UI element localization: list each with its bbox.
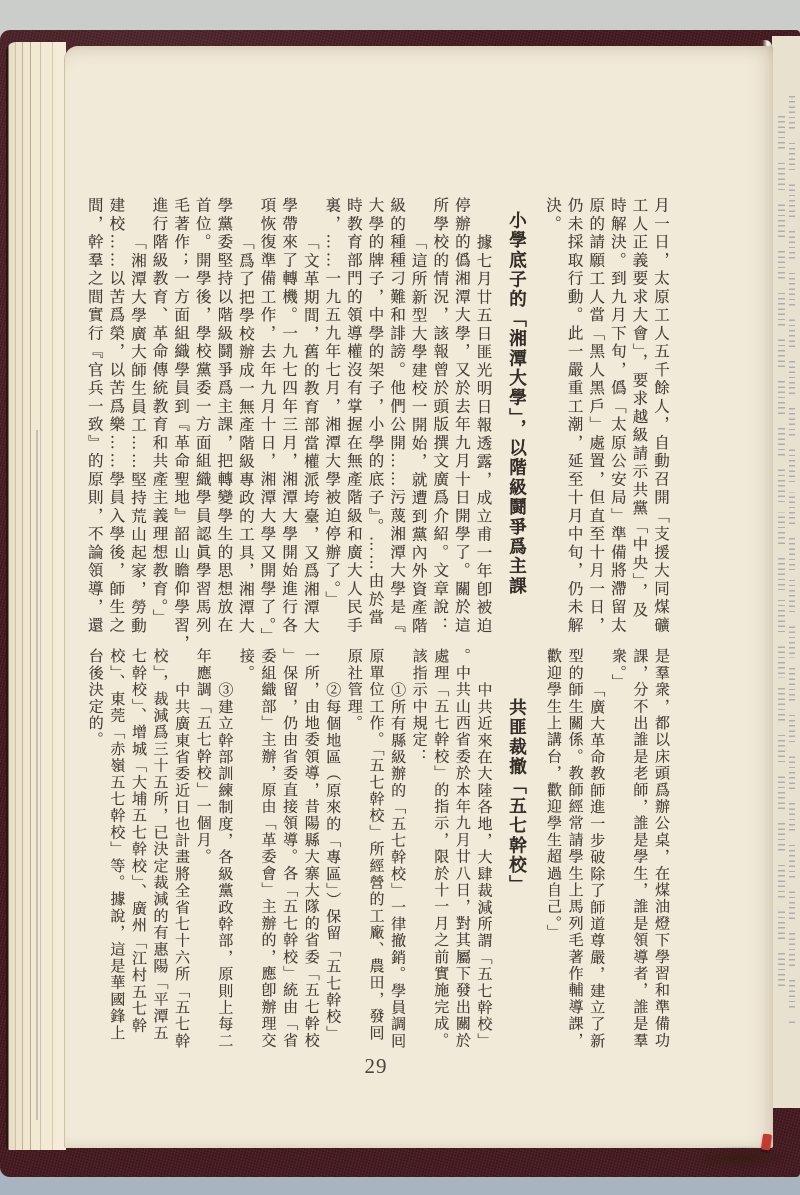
text-column: 是羣衆，都以床頭爲辦公桌，在煤油燈下學習和準備功 xyxy=(653,648,669,1049)
text-column: 「湘潭大學廣大師生員工……堅持荒山起家，勞動 xyxy=(128,234,146,636)
page-stack-blue-edge xyxy=(36,430,38,1120)
text-column: 學帶來了轉機。一九七四年三月，湘潭大學開始進行各 xyxy=(280,197,298,635)
text-column: 級的種種刁難和誹謗。他們公開……污蔑湘潭大學是『 xyxy=(388,197,406,635)
text-column: 一所，由地委領導，昔陽縣大寨大隊的省委「五七幹校 xyxy=(302,648,319,1049)
text-column: 裏，……一九五九年七月，湘潭大學被迫停辦了。」 xyxy=(323,197,341,609)
text-column: 間，幹羣之間實行『官兵一致』的原則，不論領導，還 xyxy=(85,197,103,635)
cover-stain xyxy=(690,1146,794,1170)
text-column: ②每個地區（原來的「專區」）保留「五七幹校」 xyxy=(324,682,341,1042)
text-column: 進行階級教育、革命傳統教育和共產主義理想教育。」 xyxy=(150,197,168,628)
text-column: 接。 xyxy=(237,648,254,682)
text-block-bottom xyxy=(81,648,671,1050)
text-column: 工人正義要求大會」，要求越級請示共黨「中央」，及 xyxy=(630,197,648,620)
text-column: 項恢復準備工作，去年九月十日，湘潭大學又開學了。」 xyxy=(258,197,276,646)
text-column: 校」，裁減爲三十五所，已決定裁減的有惠陽「平潭五 xyxy=(151,648,168,1042)
text-column: 衆。」 xyxy=(609,648,626,691)
text-column: 七幹校」、增城「大埔五七幹校」、廣州「江村五七幹 xyxy=(129,648,146,1034)
text-column: 決。 xyxy=(544,197,562,234)
text-column: ①所有縣級辦的「五七幹校」一律撤銷。學員調囘 xyxy=(389,682,406,1050)
text-column: 處理「五七幹校」的指示，限於十一月之前實施完成。 xyxy=(432,648,449,1049)
text-column: 原單位工作。「五七幹校」所經營的工廠、農田，發囘 xyxy=(367,648,384,1042)
text-column: 「爲了把學校辦成一無產階級專政的工具，湘潭大 xyxy=(236,234,254,636)
text-column: 委組織部」主辦，原由「革委會」主辦的，應卽辦理交 xyxy=(259,648,276,1049)
text-column: 台後決定的。 xyxy=(86,648,103,749)
article-headline: 小學底子的「湘潭大學」，以階級鬪爭爲主課 xyxy=(507,211,528,597)
article-headline: 共匪裁撤「五七幹校」 xyxy=(507,698,528,895)
page-number: 29 xyxy=(364,1054,388,1078)
text-column: 大學的牌子，中學的架子，小學的底子』。……由於當 xyxy=(366,197,384,628)
text-column: 建校……以苦爲榮，以苦爲樂……學員入學後，師生之 xyxy=(107,197,125,635)
facing-page-edge xyxy=(772,36,800,1108)
text-column: 時解決。到九月下旬，僞「太原公安局」準備將滯留太 xyxy=(608,197,626,635)
text-column: 「這所新型大學建校一開始，就遭到黨內外資產階 xyxy=(409,234,427,636)
text-column: 據七月廿五日匪光明日報透露，成立甫一年卽被迫 xyxy=(474,234,492,636)
text-column: 「廣大革命教師進一步破除了師道尊嚴，建立了新 xyxy=(588,682,605,1050)
facing-page-text-shimmer xyxy=(789,96,795,1026)
text-column: 型的師生關係。教師經常請學生上馬列毛著作輔導課， xyxy=(566,648,583,1049)
text-column: 中共廣東省委近日也計畫將全省七十六所「五七幹 xyxy=(173,682,190,1050)
text-column: 停辦的僞湘潭大學，又於去年九月十日開學了。關於這 xyxy=(452,197,470,635)
text-column: 原的請願工人當「黑人黑戶」處置，但直至十月一日， xyxy=(587,197,605,635)
text-column: 首位。開學後，學校黨委一方面組織學員認眞學習馬列 xyxy=(193,197,211,635)
text-column: 該指示中規定： xyxy=(410,648,427,765)
text-column: 」保留，仍由省委直接領導。各「五七幹校」統由「省 xyxy=(281,648,298,1049)
facing-page-text-shimmer xyxy=(778,116,785,996)
text-column: 毛著作；一方面組織學員到『革命聖地』韶山瞻仰學習， xyxy=(172,197,190,654)
text-column: 「文革期間，舊的教育部當權派垮臺，又爲湘潭大 xyxy=(301,234,319,636)
text-column: 時教育部門的領導權沒有掌握在無產階級和廣大人民手 xyxy=(344,197,362,635)
text-column: 歡迎學生上講台，歡迎學生超過自己。」 xyxy=(545,648,562,942)
text-column: 校」、東莞「赤嶺五七幹校」等。據說，這是華國鋒上 xyxy=(108,648,125,1042)
text-column: ③建立幹部訓練制度，各級黨政幹部，原則上每二 xyxy=(216,682,233,1050)
text-column: 課，分不出誰是老師，誰是學生，誰是領導者，誰是羣 xyxy=(631,648,648,1049)
text-column: 年應調「五七幹校」一個月。 xyxy=(194,648,211,866)
text-column: 原社管理。 xyxy=(345,648,362,732)
text-column: 仍未採取行動。此一嚴重工潮，延至十月中旬，仍未解 xyxy=(565,197,583,635)
text-column: 月一日，太原工人五千餘人，自動召開「支援大同煤礦 xyxy=(652,197,669,635)
book-page xyxy=(64,46,773,1148)
text-block-top xyxy=(81,197,671,654)
text-column: 。中共山西省委於本年九月廿八日，對其屬下發出關於 xyxy=(453,648,470,1049)
text-column: 學黨委堅持以階級鬪爭爲主課，把轉變學生的思想放在 xyxy=(215,197,233,635)
text-column: 中共近來在大陸各地，大肆裁減所謂「五七幹校」 xyxy=(475,682,492,1050)
text-column: 所學校的情況，該報曾於頭版撰文廣爲介紹。文章說： xyxy=(431,197,449,635)
